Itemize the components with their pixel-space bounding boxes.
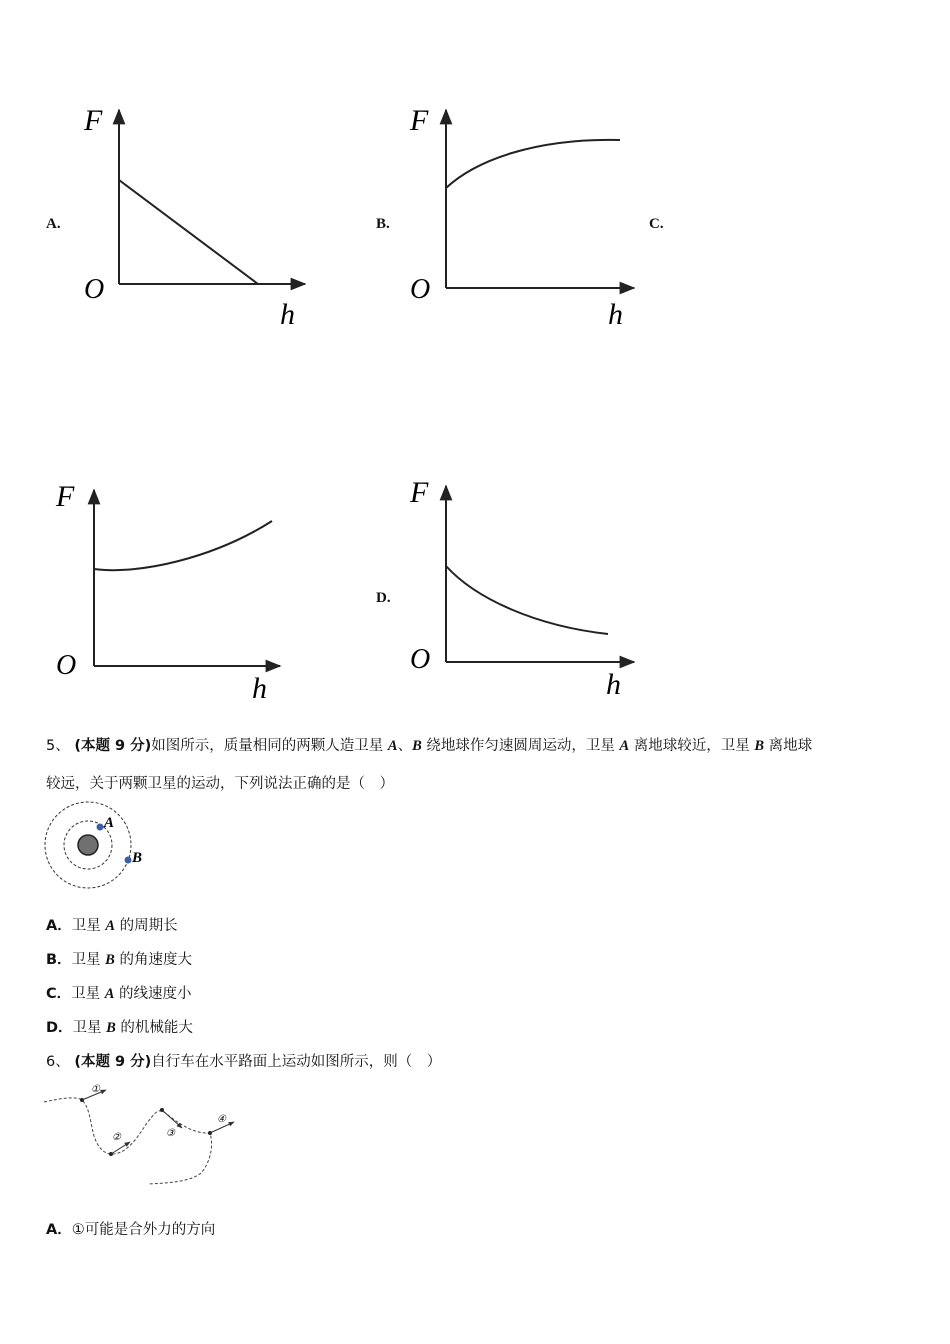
origin-label: O [84, 274, 105, 305]
option-label: A． [46, 1222, 72, 1238]
option-text: 的线速度小 [114, 986, 192, 1002]
option-c-label: C. [649, 216, 664, 232]
axis-y-label: F [56, 480, 75, 513]
q5-text-part3: 离地球较近，卫星 [629, 738, 755, 754]
axis-x-label: h [608, 298, 623, 331]
option-text: 卫星 [71, 986, 105, 1002]
q6-line1 [46, 1050, 441, 1071]
q6-number: 6、 [46, 1054, 70, 1070]
q6-points: (本题 9 分) [74, 1054, 152, 1070]
axis-x-label: h [252, 672, 267, 705]
bicycle-path-figure [42, 1078, 252, 1193]
option-a-label: A. [46, 216, 61, 232]
option-d-label: D. [376, 590, 391, 606]
curve [119, 180, 258, 284]
q5-sep: 、 [397, 738, 413, 754]
curve [94, 521, 272, 570]
q5-text-part4: 离地球 [764, 738, 813, 754]
q5-option-b[interactable] [46, 948, 192, 969]
axis-y-label: F [84, 104, 103, 137]
sat-b: B [412, 738, 422, 754]
option-sat: A [105, 918, 116, 934]
axis-x-label: h [280, 298, 295, 331]
axis-y-label: F [410, 104, 429, 137]
option-label: A． [46, 918, 72, 934]
option-text: 卫星 [71, 918, 106, 934]
q5-text-part1: 如图所示，质量相同的两颗人造卫星 [151, 738, 388, 754]
q5-line2: 较远，关于两颗卫星的运动，下列说法正确的是（ ） [46, 776, 394, 792]
sat-b: B [754, 738, 765, 754]
marker-2: ② [112, 1132, 121, 1143]
earth [78, 835, 98, 855]
option-text: 卫星 [72, 1020, 107, 1036]
curve [446, 566, 608, 634]
arrow-3 [162, 1110, 182, 1128]
graph-b [406, 100, 646, 335]
option-text: 卫星 [71, 952, 106, 968]
orbit-figure [40, 800, 170, 895]
origin-label: O [56, 650, 77, 681]
q5-line1 [46, 734, 812, 755]
option-label: C． [46, 986, 72, 1002]
option-text: 的周期长 [115, 918, 178, 934]
sat-a: A [619, 738, 630, 754]
q5-option-d[interactable] [46, 1016, 193, 1037]
axis-y-label: F [410, 476, 429, 509]
graph-a [80, 100, 320, 335]
sat-a-label: A [104, 815, 115, 831]
origin-label: O [410, 644, 431, 675]
sat-a: A [387, 738, 398, 754]
option-b-label: B. [376, 216, 390, 232]
dashed-path [44, 1098, 212, 1184]
q5-text-part2: 绕地球作匀速圆周运动，卫星 [421, 738, 620, 754]
q5-option-c[interactable] [46, 982, 192, 1003]
graph-d [406, 474, 646, 704]
marker-3: ③ [166, 1128, 175, 1139]
option-sat: B [105, 952, 115, 968]
option-label: B． [46, 952, 72, 968]
q6-option-a[interactable] [46, 1218, 215, 1239]
satellite-a [97, 824, 104, 831]
marker-1: ① [91, 1084, 100, 1095]
q6-text: 自行车在水平路面上运动如图所示，则（ ） [151, 1054, 442, 1070]
option-text: ①可能是合外力的方向 [71, 1222, 216, 1238]
option-label: D． [46, 1020, 73, 1036]
option-sat: A [104, 986, 115, 1002]
axis-x-label: h [606, 668, 621, 701]
q5-points: (本题 9 分) [74, 738, 152, 754]
option-text: 的角速度大 [114, 952, 192, 968]
option-text: 的机械能大 [115, 1020, 193, 1036]
q5-option-a[interactable] [46, 914, 178, 935]
origin-label: O [410, 274, 431, 305]
q5-number: 5、 [46, 738, 70, 754]
option-sat: B [106, 1020, 116, 1036]
sat-b-label: B [132, 850, 143, 866]
graph-c [54, 478, 294, 708]
curve [446, 140, 620, 188]
marker-4: ④ [217, 1114, 226, 1125]
satellite-b [125, 857, 132, 864]
